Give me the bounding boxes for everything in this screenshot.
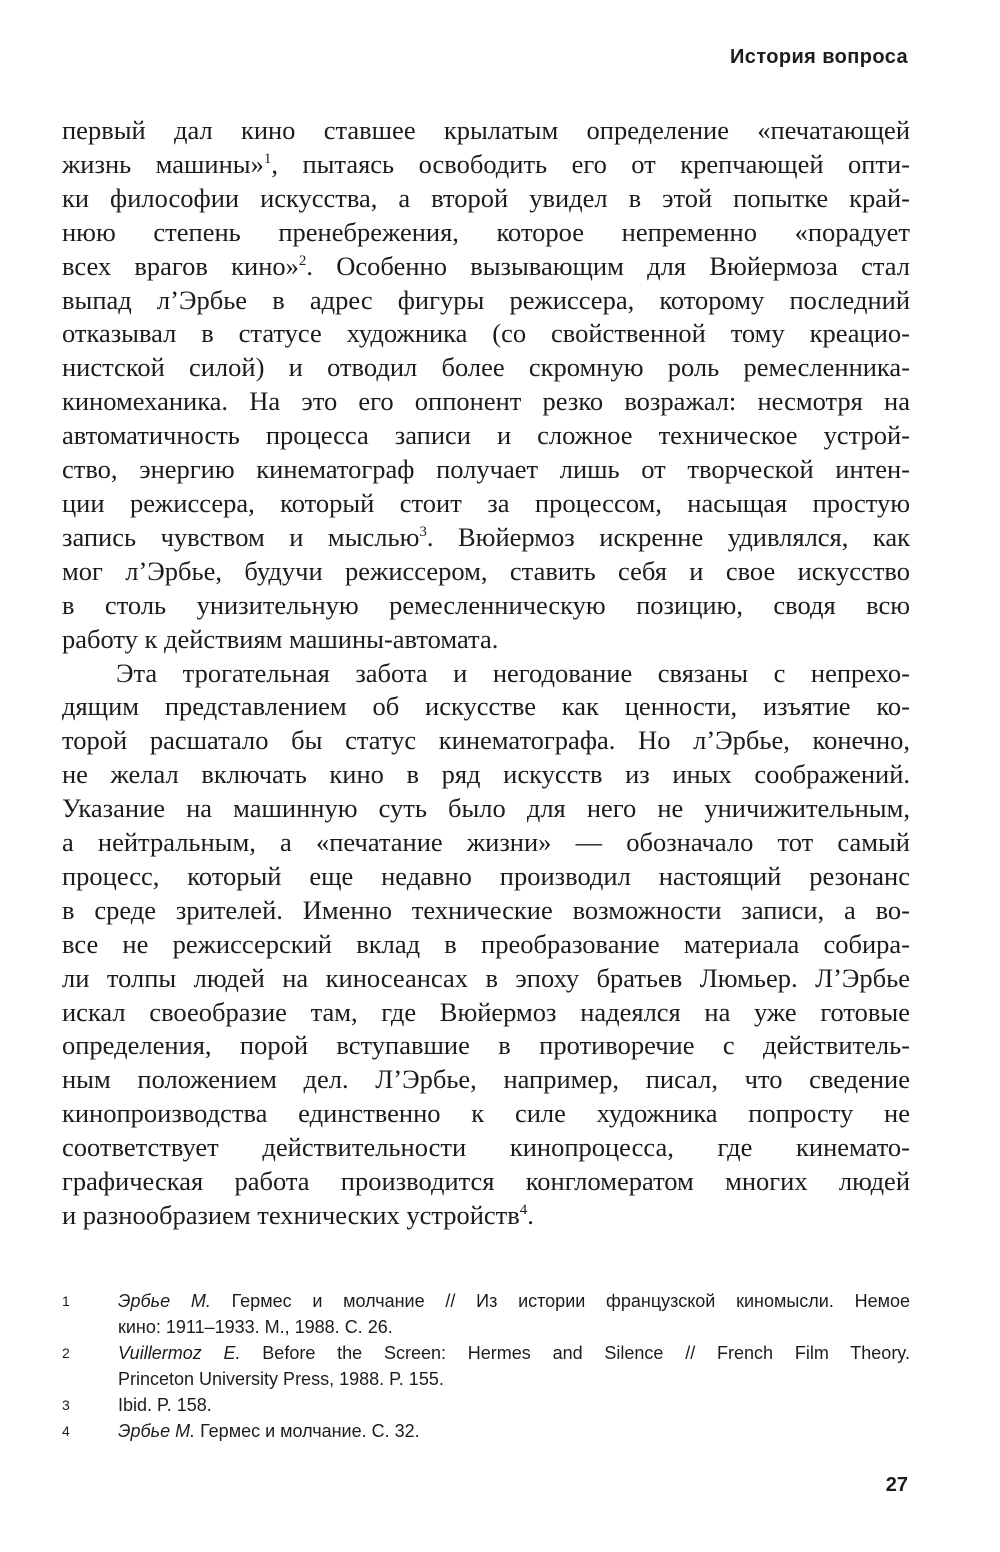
footnote-line: [118, 1418, 910, 1444]
text-line-main: всех врагов кино»: [62, 250, 299, 281]
text-line-main: отказывал в статусе художника (со свойственной тому креацио-: [62, 318, 910, 349]
text-line: [62, 419, 910, 453]
footnote-text: кино: 1911–1933. М., 1988. С. 26.: [118, 1317, 393, 1337]
footnote-line: [118, 1314, 910, 1340]
footnote-number: 3: [62, 1397, 70, 1413]
text-line: [62, 860, 910, 894]
text-line: [62, 589, 910, 623]
text-line-main: и разнообразием технических устройств: [62, 1200, 520, 1230]
text-line-main: ным положением дел. Л’Эрбье, например, писал, что сведение: [62, 1064, 910, 1095]
text-line: [62, 114, 910, 148]
text-line-main: торой расшатало бы статус кинематографа. Но л’Эрбье, конечно,: [62, 725, 910, 756]
text-line-main: нистской силой) и отводил более скромную роль ремесленника-: [62, 352, 910, 383]
text-line: [62, 284, 910, 318]
footnote-ref: 3: [419, 523, 427, 540]
footnote: [62, 1340, 910, 1392]
text-line: [62, 1097, 910, 1131]
text-line: [62, 996, 910, 1030]
text-line-main: искал своеобразие там, где Вюйермоз надеялся на уже готовые: [62, 996, 910, 1027]
text-line-main: в столь унизительную ремесленническую позицию, сводя всю: [62, 589, 910, 620]
text-line: [62, 216, 910, 250]
footnote-ref: 2: [298, 252, 307, 269]
text-line: [62, 758, 910, 792]
footnote-number: 4: [62, 1423, 70, 1439]
text-line-main: дящим представлением об искусстве как ценности, изъятие ко-: [62, 691, 910, 722]
text-line-after: . Вюйермоз искренне удивлялся, как: [426, 521, 910, 552]
text-line-main: киномеханика. На это его оппонент резко возражал: несмотря на: [62, 386, 910, 417]
paragraph-2: [62, 657, 910, 1233]
text-line: [62, 351, 910, 385]
text-line-main: автоматичность процесса записи и сложное техническое устрой-: [62, 420, 910, 451]
footnote-ref: 1: [263, 150, 272, 167]
text-line: [62, 1063, 910, 1097]
footnotes: [62, 1288, 910, 1444]
footnote-text: Гермес и молчание // Из истории французской киномысли. Немое: [231, 1291, 910, 1311]
text-line: [62, 623, 910, 657]
footnote-line: [118, 1288, 910, 1314]
text-line-main: кинопроизводства единственно к силе художника попросту не: [62, 1098, 910, 1129]
footnote-text: Before the Screen: Hermes and Silence // French Film Theory.: [262, 1343, 910, 1363]
text-line: [62, 792, 910, 826]
page-number: 27: [885, 1474, 908, 1496]
footnote: [62, 1288, 910, 1340]
text-line: [62, 894, 910, 928]
footnote-author: Эрбье М.: [118, 1291, 211, 1311]
text-line-main: нюю степень пренебрежения, которое непременно «порадует: [62, 216, 910, 247]
text-line: [62, 1029, 910, 1063]
text-line-main: выпад л’Эрбье в адрес фигуры режиссера, которому последний: [62, 284, 910, 315]
running-header: История вопроса: [730, 46, 908, 68]
footnote-line: [118, 1366, 910, 1392]
footnote-ref: 4: [519, 1202, 528, 1218]
text-line: [62, 928, 910, 962]
text-line: [62, 317, 910, 351]
text-line: [62, 487, 910, 521]
footnote: [62, 1418, 910, 1444]
text-line-main: работу к действиям машины-автомата.: [62, 623, 499, 654]
paragraph-1: [62, 114, 910, 657]
text-line-main: ции режиссера, который стоит за процессом, насыщая простую: [62, 487, 910, 518]
text-line-after: . Особенно вызывающим для Вюйермоза стал: [306, 250, 911, 281]
text-line: [62, 521, 910, 555]
text-line: [62, 690, 910, 724]
text-line-main: процесс, который еще недавно производил настоящий резонанс: [62, 860, 910, 891]
text-line-main: Эта трогательная забота и негодование связаны с непрехо-: [116, 657, 910, 688]
text-line: [62, 1165, 910, 1199]
text-line-main: жизнь машины»: [62, 148, 264, 179]
footnote-author: Эрбье М.: [118, 1421, 196, 1441]
text-line-main: соответствует действительности кинопроцесса, где кинемато-: [62, 1132, 910, 1163]
footnote-author: Vuillermoz E.: [118, 1343, 241, 1363]
text-line-main: ки философии искусства, а второй увидел в этой попытке край-: [62, 182, 910, 213]
text-line-main: определения, порой вступавшие в противоречие с действитель-: [62, 1030, 910, 1061]
footnote-text: Princeton University Press, 1988. P. 155.: [118, 1369, 444, 1389]
text-line-main: запись чувством и мыслью: [62, 521, 420, 552]
text-line: [62, 385, 910, 419]
text-line-main: ство, энергию кинематограф получает лишь от творческой интен-: [62, 454, 910, 485]
text-line-after: , пытаясь освободить его от крепчающей опти-: [271, 148, 910, 179]
text-line: [62, 250, 910, 284]
footnote-text: Ibid. P. 158.: [118, 1395, 212, 1415]
text-line: [62, 148, 910, 182]
text-line-main: в среде зрителей. Именно технические возможности записи, а во-: [62, 894, 910, 925]
text-line-after: .: [527, 1200, 534, 1230]
text-line: [62, 1131, 910, 1165]
footnote-text: Гермес и молчание. С. 32.: [200, 1421, 420, 1441]
text-line-main: не желал включать кино в ряд искусств из иных соображений.: [62, 759, 910, 790]
text-line: [62, 826, 910, 860]
text-line-main: ли толпы людей на киносеансах в эпоху братьев Люмьер. Л’Эрбье: [62, 962, 910, 993]
text-line-main: первый дал кино ставшее крылатым определение «печатающей: [62, 115, 910, 145]
text-line-main: а нейтральным, а «печатание жизни» — обозначало тот самый: [62, 827, 910, 858]
text-line: [62, 453, 910, 487]
text-line-main: мог л’Эрбье, будучи режиссером, ставить себя и свое искусство: [62, 555, 910, 586]
footnote-line: [118, 1340, 910, 1366]
text-line: [62, 1199, 910, 1233]
text-line-main: все не режиссерский вклад в преобразование материала собира-: [62, 928, 910, 959]
text-line: [62, 182, 910, 216]
text-line: [62, 962, 910, 996]
footnote: [62, 1392, 910, 1418]
footnote-number: 2: [62, 1345, 70, 1361]
text-line: [62, 724, 910, 758]
footnote-number: 1: [62, 1293, 70, 1309]
text-line-main: графическая работа производится конгломератом многих людей: [62, 1166, 910, 1197]
text-line: [62, 555, 910, 589]
text-line: [62, 657, 910, 691]
footnote-line: [118, 1392, 910, 1418]
body-text: [62, 114, 910, 1233]
text-line-main: Указание на машинную суть было для него не уничижительным,: [62, 793, 910, 824]
